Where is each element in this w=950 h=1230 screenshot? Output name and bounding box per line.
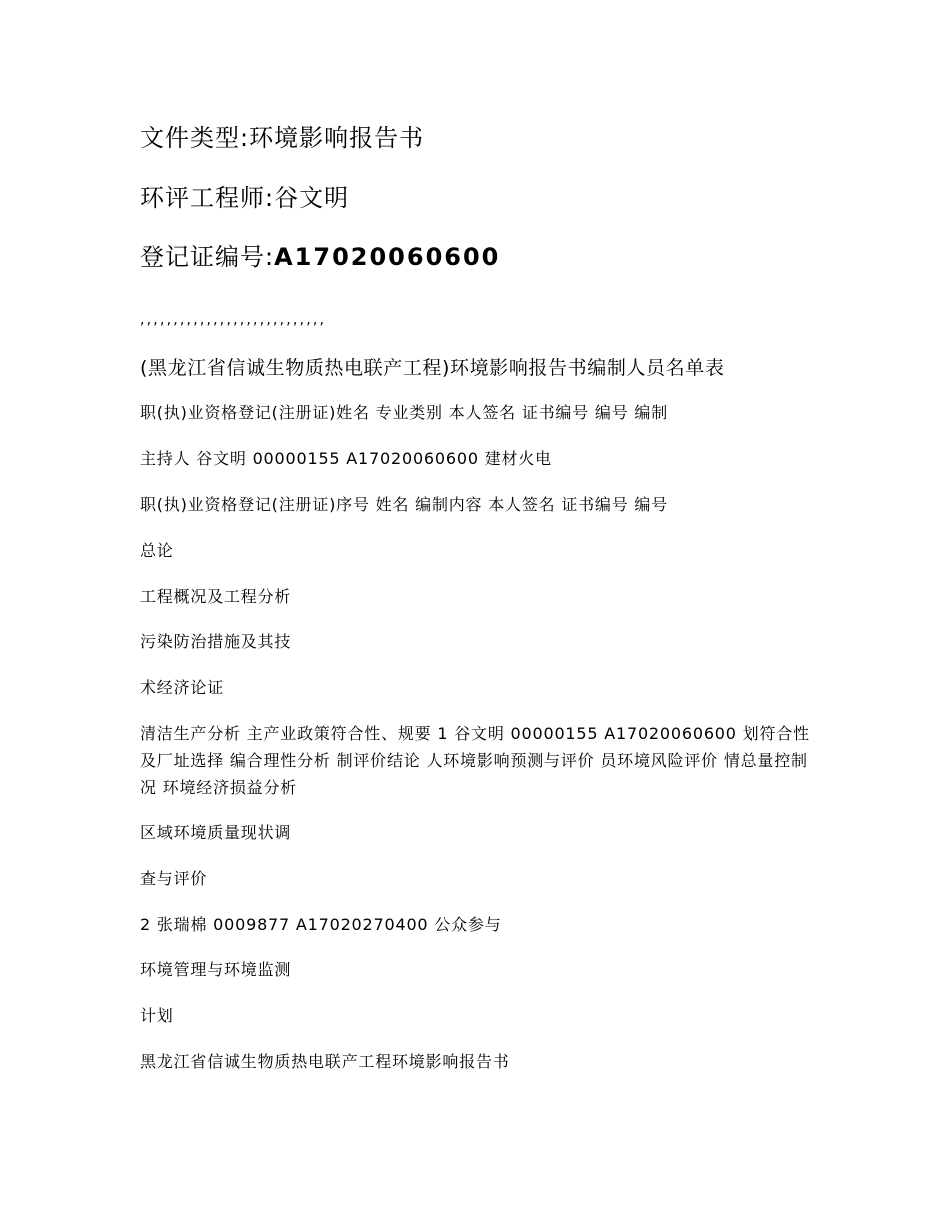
footer-title: 黑龙江省信诚生物质热电联产工程环境影响报告书 xyxy=(140,1052,510,1071)
item-general: 总论 xyxy=(140,541,174,560)
host-row: 主持人 谷文明 00000155 A17020060600 建材火电 xyxy=(140,449,552,468)
registration-heading xyxy=(140,242,500,272)
item-economic-argument: 术经济论证 xyxy=(140,678,225,697)
content-paragraph: 清洁生产分析 主产业政策符合性、规要 1 谷文明 00000155 A17020060600 划符合性及厂址选择 编合理性分析 制评价结论 人环境影响预测与评价 员环境风险评价 情总量控制 况 环境经济损益分析 xyxy=(140,724,810,797)
item-plan: 计划 xyxy=(140,1006,174,1025)
item-pollution-control: 污染防治措施及其技 xyxy=(140,632,292,651)
item-management-monitoring: 环境管理与环境监测 xyxy=(140,960,292,979)
item-project-overview: 工程概况及工程分析 xyxy=(140,587,292,606)
staff-list-title: (黑龙江省信诚生物质热电联产工程)环境影响报告书编制人员名单表 xyxy=(140,357,725,379)
item-survey-evaluation: 查与评价 xyxy=(140,869,208,888)
table-header-row-1: 职(执)业资格登记(注册证)姓名 专业类别 本人签名 证书编号 编号 编制 xyxy=(140,403,668,422)
item-regional-quality: 区域环境质量现状调 xyxy=(140,823,292,842)
registration-label: 登记证编号: xyxy=(140,243,275,271)
engineer-heading: 环评工程师:谷文明 xyxy=(140,184,350,212)
file-type-heading: 文件类型:环境影响报告书 xyxy=(140,124,425,152)
table-header-row-2: 职(执)业资格登记(注册证)序号 姓名 编制内容 本人签名 证书编号 编号 xyxy=(140,495,668,514)
row-zhang: 2 张瑞棉 0009877 A17020270400 公众参与 xyxy=(140,915,502,934)
comma-separator: ,,,,,,,,,,,,,,,,,,,,,,,,,,,, xyxy=(140,312,327,328)
registration-code: A17020060600 xyxy=(274,243,501,271)
